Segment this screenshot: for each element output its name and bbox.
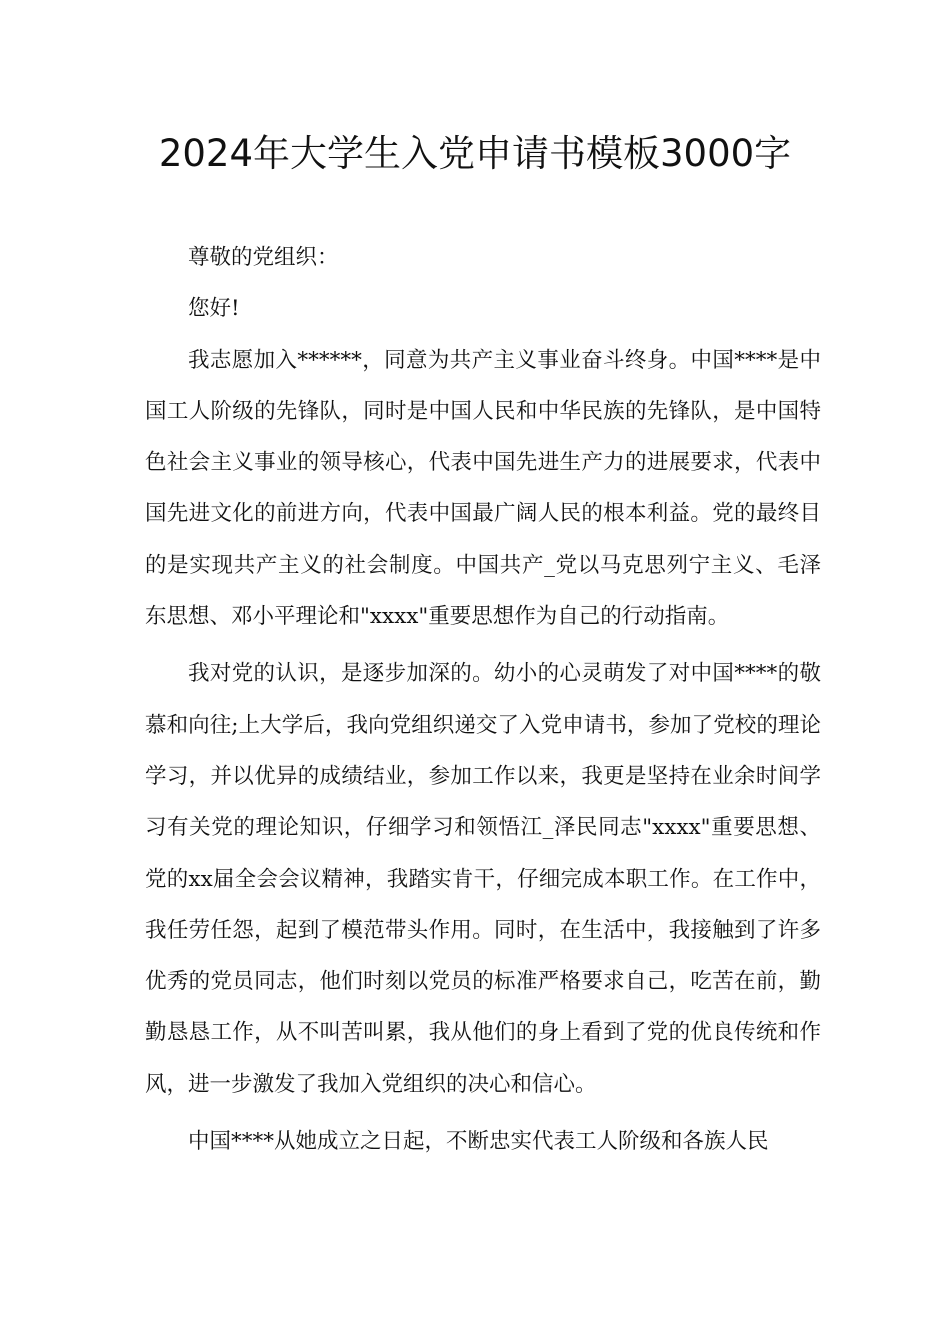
body-paragraph: 中国****从她成立之日起，不断忠实代表工人阶级和各族人民 — [188, 1129, 769, 1155]
body-paragraph: 我志愿加入******，同意为共产主义事业奋斗终身。中国****是中国工人阶级的先锋队，同时是中国人民和中华民族的先锋队，是中国特色社会主义事业的领导核心，代表中国先进生产力的进展要求，代表中国先进文化的前进方向，代表中国最广阔人民的根本利益。党的最终目的是实现共产主义的社会制度。中国共产_党以马克思列宁主义、毛泽东思想、邓小平理论和"xxxx"重要思想作为自己的行动指南。 — [145, 347, 821, 630]
document-body — [145, 232, 821, 1167]
greeting: 您好! — [188, 296, 240, 322]
body-paragraph: 我对党的认识，是逐步加深的。幼小的心灵萌发了对中国****的敬慕和向往;上大学后，我向党组织递交了入党申请书，参加了党校的理论学习，并以优异的成绩结业，参加工作以来，我更是坚持在业余时间学习有关党的理论知识，仔细学习和领悟江_泽民同志"xxxx"重要思想、党的xx届全会会议精神，我踏实肯干，仔细完成本职工作。在工作中，我任劳任怨，起到了模范带头作用。同时，在生活中，我接触到了许多优秀的党员同志，他们时刻以党员的标准严格要求自己，吃苦在前，勤勤恳恳工作，从不叫苦叫累，我从他们的身上看到了党的优良传统和作风，进一步激发了我加入党组织的决心和信心。 — [145, 661, 821, 1097]
document-title: 2024年大学生入党申请书模板3000字 — [158, 132, 792, 175]
salutation: 尊敬的党组织： — [188, 245, 339, 270]
